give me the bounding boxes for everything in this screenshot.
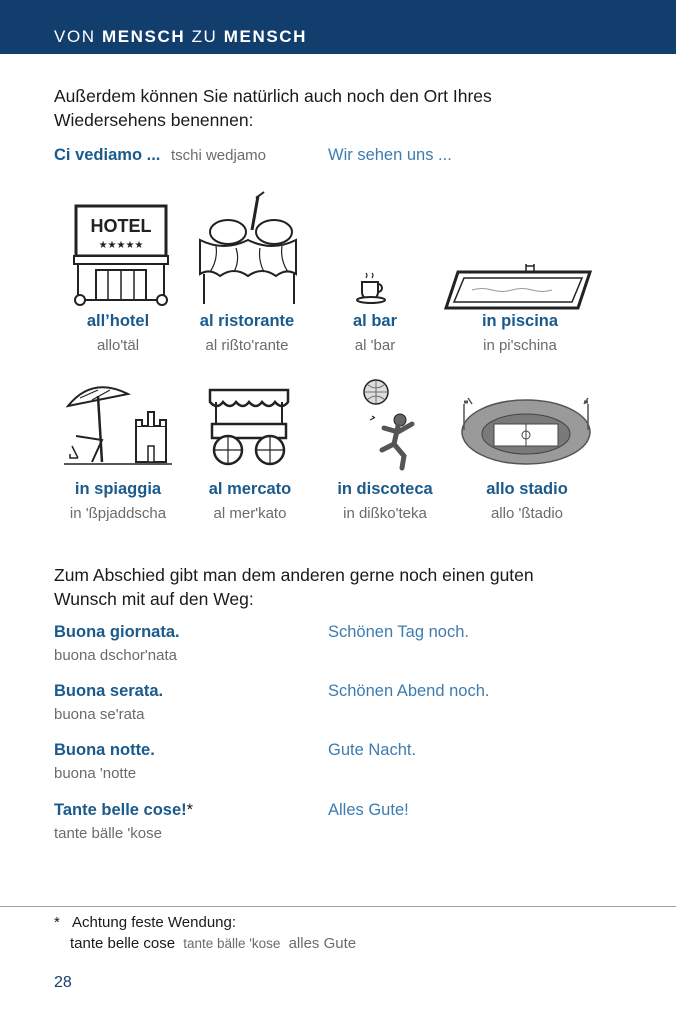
footnote-marker: * [54, 914, 60, 931]
phrase-buona-serata [54, 682, 490, 723]
place-pronunciation: al rißto'rante [205, 337, 289, 354]
phrase-pronunciation: buona dschor'nata [54, 647, 177, 664]
footnote-pronunciation: tante bälle 'kose [183, 936, 281, 951]
footnote-title: Achtung feste Wendung: [72, 914, 237, 931]
header-part2: MENSCH [101, 27, 186, 46]
place-pronunciation: allo 'ßtadio [490, 505, 564, 522]
footnote-divider [0, 906, 676, 907]
phrase-pronunciation: buona se'rata [54, 706, 145, 723]
place-label: allo stadio [486, 480, 568, 498]
header-part1: VON [54, 27, 102, 46]
farewell-paragraph: Zum Abschied gibt man dem anderen gerne noch einen guten Wunsch mit auf den Weg: [54, 565, 534, 609]
place-label: al bar [352, 312, 398, 330]
chapter-header [0, 0, 676, 54]
coffee-cup-icon [354, 272, 390, 308]
place-label: al mercato [208, 480, 292, 498]
phrase-italian [54, 801, 193, 820]
place-hotel [43, 312, 193, 354]
place-pronunciation: in pi'schina [483, 337, 557, 354]
footnote-example [54, 933, 356, 954]
phrase-tante-belle-cose [54, 801, 409, 842]
phrase-pronunciation: tante bälle 'kose [54, 825, 162, 842]
place-label: in spiaggia [74, 480, 162, 498]
ci-vediamo-german: Wir sehen uns ... [328, 146, 452, 164]
header-part4: MENSCH [223, 27, 308, 46]
hotel-stars: ★★★★★ [98, 240, 144, 251]
page-number: 28 [54, 974, 72, 991]
footnote-italian: tante belle cose [70, 935, 176, 952]
place-label: all’hotel [86, 312, 150, 330]
phrase-italian: Buona giornata. [54, 623, 180, 641]
place-disco [310, 480, 460, 522]
ci-vediamo-pronunciation: tschi wedjamo [170, 147, 267, 164]
phrase-german: Schönen Abend noch. [328, 682, 490, 700]
market-cart-icon [206, 384, 292, 470]
place-pronunciation: al 'bar [354, 337, 396, 354]
place-stadium [452, 480, 602, 522]
place-pool [445, 312, 595, 354]
place-pronunciation: in dißko'teka [343, 505, 427, 522]
ci-vediamo-row [54, 146, 266, 165]
restaurant-table-icon [196, 188, 302, 308]
beach-umbrella-icon [62, 376, 174, 472]
footnote-marker: * [186, 801, 194, 819]
place-label: al ristorante [199, 312, 295, 330]
place-pronunciation: allo'täl [96, 337, 140, 354]
phrase-italian: Buona serata. [54, 682, 164, 700]
phrase-german: Gute Nacht. [328, 741, 417, 759]
place-label: in piscina [481, 312, 559, 330]
place-bar [300, 312, 450, 354]
stadium-icon [458, 390, 594, 470]
phrase-italian: Buona notte. [54, 741, 155, 759]
place-label: in discoteca [337, 480, 433, 498]
phrase-buona-giornata [54, 623, 469, 664]
header-part3: ZU [185, 27, 224, 46]
hotel-icon [70, 200, 172, 308]
phrase-italian-text: Tante belle cose! [54, 801, 187, 819]
ci-vediamo-italian: Ci vediamo ... [54, 146, 161, 164]
place-pronunciation: in 'ßpjaddscha [69, 505, 167, 522]
footnote-title-line [54, 912, 356, 933]
place-beach [43, 480, 193, 522]
phrase-pronunciation: buona 'notte [54, 765, 137, 782]
phrase-german: Alles Gute! [328, 801, 409, 819]
chapter-title [54, 27, 307, 47]
footnote [54, 912, 356, 954]
phrase-german: Schönen Tag noch. [328, 623, 469, 641]
place-pronunciation: al mer'kato [213, 505, 287, 522]
intro-paragraph: Außerdem können Sie natürlich auch noch den Ort Ihres Wiedersehens benennen: [54, 86, 492, 130]
swimming-pool-icon [442, 262, 596, 312]
place-market [175, 480, 325, 522]
disco-dancer-icon [360, 376, 420, 472]
hotel-sign-text: HOTEL [90, 216, 152, 236]
footnote-german: alles Gute [288, 935, 357, 952]
phrase-buona-notte [54, 741, 417, 782]
